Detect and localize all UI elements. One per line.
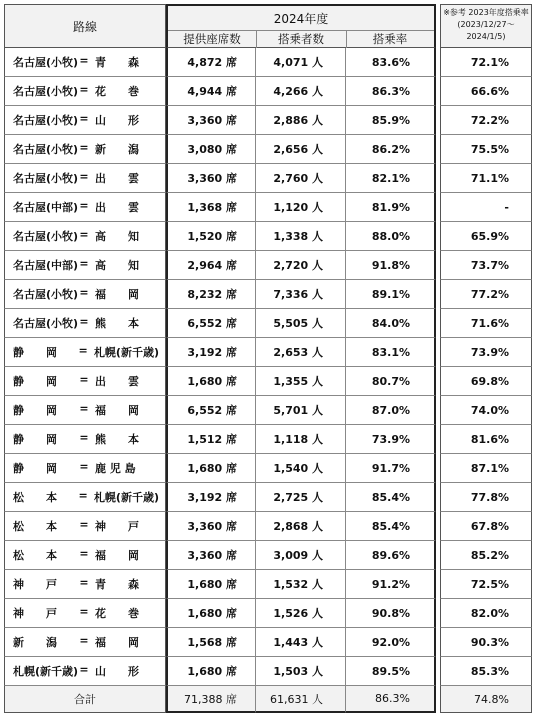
passengers-cell: 2,868 人 <box>256 512 346 541</box>
table-row <box>4 193 532 222</box>
route-separator: = <box>78 344 88 357</box>
rate-cell: 73.9% <box>346 425 436 454</box>
rate-header: 搭乗率 <box>372 32 408 46</box>
seats-cell: 1,512 席 <box>166 425 256 454</box>
passengers-cell: 3,009 人 <box>256 541 346 570</box>
table-row <box>4 135 532 164</box>
route-cell <box>4 251 166 280</box>
passengers-cell: 1,118 人 <box>256 425 346 454</box>
table-row <box>4 280 532 309</box>
route-separator: = <box>79 518 89 531</box>
route-separator: = <box>79 257 89 270</box>
seats-cell: 4,944 席 <box>166 77 256 106</box>
seats-cell: 1,680 席 <box>166 367 256 396</box>
origin-airport: 名古屋(小牧) <box>13 288 79 301</box>
passengers-cell: 2,725 人 <box>256 483 346 512</box>
origin-airport: 名古屋(中部) <box>13 201 79 214</box>
rate-cell: 80.7% <box>346 367 436 396</box>
rate-cell: 85.4% <box>346 483 436 512</box>
origin-airport: 名古屋(小牧) <box>13 317 79 330</box>
route-separator: = <box>79 634 89 647</box>
origin-airport: 静 岡 <box>13 462 57 475</box>
table-row <box>4 106 532 135</box>
destination-airport: 新 潟 <box>95 143 139 156</box>
table-row <box>4 599 532 628</box>
table-row <box>4 454 532 483</box>
route-separator: = <box>78 489 88 502</box>
table-row <box>4 367 532 396</box>
reference-rate-cell: 75.5% <box>440 135 532 164</box>
seats-cell: 3,360 席 <box>166 106 256 135</box>
passengers-cell: 1,503 人 <box>256 657 346 686</box>
table-row <box>4 309 532 338</box>
seats-cell: 1,520 席 <box>166 222 256 251</box>
route-cell <box>4 396 166 425</box>
seats-cell: 8,232 席 <box>166 280 256 309</box>
table-row <box>4 657 532 686</box>
fiscal-year-header <box>166 4 436 48</box>
route-header <box>4 4 166 48</box>
route-cell <box>4 48 166 77</box>
rate-cell: 82.1% <box>346 164 436 193</box>
table-row <box>4 483 532 512</box>
reference-header-line2: (2023/12/27～ <box>457 20 515 29</box>
destination-airport: 出 雲 <box>95 172 139 185</box>
table-row <box>4 338 532 367</box>
seats-cell: 3,192 席 <box>166 483 256 512</box>
reference-rate-cell: 81.6% <box>440 425 532 454</box>
table-row <box>4 396 532 425</box>
total-row <box>4 686 532 713</box>
seats-cell: 1,680 席 <box>166 454 256 483</box>
origin-airport: 名古屋(小牧) <box>13 85 79 98</box>
route-separator: = <box>79 547 89 560</box>
table-row <box>4 628 532 657</box>
route-separator: = <box>79 663 89 676</box>
seats-cell: 1,368 席 <box>166 193 256 222</box>
year-header-label: 2024年度 <box>168 6 434 31</box>
destination-airport: 札幌(新千歳) <box>93 346 159 359</box>
table-row <box>4 570 532 599</box>
destination-airport: 熊 本 <box>95 317 139 330</box>
destination-airport: 出 雲 <box>95 375 139 388</box>
route-separator: = <box>79 199 89 212</box>
passengers-cell: 5,701 人 <box>256 396 346 425</box>
route-cell <box>4 106 166 135</box>
passengers-cell: 7,336 人 <box>256 280 346 309</box>
passengers-cell: 5,505 人 <box>256 309 346 338</box>
route-cell <box>4 628 166 657</box>
route-separator: = <box>79 431 89 444</box>
rate-cell: 91.2% <box>346 570 436 599</box>
destination-airport: 花 巻 <box>95 85 139 98</box>
total-reference-rate: 74.8% <box>440 686 532 713</box>
total-passengers: 61,631 人 <box>256 686 346 713</box>
passengers-cell: 1,540 人 <box>256 454 346 483</box>
seats-cell: 3,360 席 <box>166 512 256 541</box>
reference-rate-cell: 72.2% <box>440 106 532 135</box>
reference-rate-cell: 66.6% <box>440 77 532 106</box>
route-cell <box>4 425 166 454</box>
rate-cell: 85.4% <box>346 512 436 541</box>
origin-airport: 静 岡 <box>13 375 57 388</box>
passengers-cell: 1,355 人 <box>256 367 346 396</box>
rate-cell: 89.6% <box>346 541 436 570</box>
route-cell <box>4 309 166 338</box>
route-separator: = <box>79 170 89 183</box>
rate-cell: 90.8% <box>346 599 436 628</box>
reference-rate-cell: 87.1% <box>440 454 532 483</box>
passengers-cell: 1,532 人 <box>256 570 346 599</box>
rate-cell: 89.1% <box>346 280 436 309</box>
origin-airport: 静 岡 <box>13 404 57 417</box>
origin-airport: 松 本 <box>13 520 57 533</box>
route-cell <box>4 512 166 541</box>
route-separator: = <box>79 228 89 241</box>
seats-cell: 3,360 席 <box>166 164 256 193</box>
reference-header-line1: ※参考 2023年度搭乗率 <box>443 8 529 17</box>
passengers-header: 搭乗者数 <box>256 30 347 48</box>
reference-rate-cell: 90.3% <box>440 628 532 657</box>
destination-airport: 福 岡 <box>95 288 139 301</box>
destination-airport: 青 森 <box>95 578 139 591</box>
destination-airport: 出 雲 <box>95 201 139 214</box>
destination-airport: 福 岡 <box>95 549 139 562</box>
destination-airport: 神 戸 <box>95 520 139 533</box>
route-cell <box>4 367 166 396</box>
reference-rate-cell: 72.5% <box>440 570 532 599</box>
route-separator: = <box>79 141 89 154</box>
rate-cell: 89.5% <box>346 657 436 686</box>
total-rate: 86.3% <box>346 686 436 713</box>
rate-cell: 81.9% <box>346 193 436 222</box>
route-separator: = <box>79 605 89 618</box>
seats-cell: 1,680 席 <box>166 570 256 599</box>
reference-rate-cell: 74.0% <box>440 396 532 425</box>
passengers-cell: 1,120 人 <box>256 193 346 222</box>
passengers-cell: 2,886 人 <box>256 106 346 135</box>
route-cell <box>4 164 166 193</box>
origin-airport: 名古屋(小牧) <box>13 56 79 69</box>
route-separator: = <box>79 286 89 299</box>
route-separator: = <box>79 54 89 67</box>
route-cell <box>4 570 166 599</box>
reference-header-line3: 2024/1/5) <box>466 32 506 41</box>
route-separator: = <box>79 373 89 386</box>
route-cell <box>4 135 166 164</box>
origin-airport: 松 本 <box>13 491 57 504</box>
origin-airport: 静 岡 <box>13 433 57 446</box>
destination-airport: 高 知 <box>95 230 139 243</box>
destination-airport: 札幌(新千歳) <box>93 491 159 504</box>
reference-rate-cell: 71.6% <box>440 309 532 338</box>
route-separator: = <box>79 315 89 328</box>
seats-cell: 2,964 席 <box>166 251 256 280</box>
seats-cell: 3,360 席 <box>166 541 256 570</box>
seats-header: 提供座席数 <box>168 30 257 48</box>
total-seats: 71,388 席 <box>166 686 256 713</box>
origin-airport: 名古屋(中部) <box>13 259 79 272</box>
route-cell <box>4 338 166 367</box>
rate-cell: 87.0% <box>346 396 436 425</box>
passengers-cell: 1,338 人 <box>256 222 346 251</box>
destination-airport: 福 岡 <box>95 404 139 417</box>
reference-rate-cell: 71.1% <box>440 164 532 193</box>
route-cell <box>4 599 166 628</box>
route-separator: = <box>79 460 89 473</box>
reference-rate-cell: 85.2% <box>440 541 532 570</box>
seats-cell: 6,552 席 <box>166 309 256 338</box>
table-body <box>4 48 532 713</box>
passengers-cell: 2,656 人 <box>256 135 346 164</box>
passengers-cell: 2,720 人 <box>256 251 346 280</box>
reference-rate-cell: 77.2% <box>440 280 532 309</box>
destination-airport: 青 森 <box>95 56 139 69</box>
route-cell <box>4 483 166 512</box>
rate-cell: 91.7% <box>346 454 436 483</box>
origin-airport: 静 岡 <box>13 346 57 359</box>
passengers-cell: 4,266 人 <box>256 77 346 106</box>
seats-cell: 1,680 席 <box>166 599 256 628</box>
route-cell <box>4 222 166 251</box>
destination-airport: 花 巻 <box>95 607 139 620</box>
route-header-label: 路線 <box>72 19 97 34</box>
origin-airport: 札幌(新千歳) <box>13 665 79 678</box>
table-row <box>4 77 532 106</box>
destination-airport: 高 知 <box>95 259 139 272</box>
rate-cell: 83.1% <box>346 338 436 367</box>
route-cell <box>4 657 166 686</box>
reference-rate-cell: 67.8% <box>440 512 532 541</box>
route-cell <box>4 454 166 483</box>
origin-airport: 神 戸 <box>13 578 57 591</box>
rate-cell: 86.3% <box>346 77 436 106</box>
route-separator: = <box>79 83 89 96</box>
seats-cell: 6,552 席 <box>166 396 256 425</box>
passengers-cell: 4,071 人 <box>256 48 346 77</box>
route-separator: = <box>79 112 89 125</box>
origin-airport: 神 戸 <box>13 607 57 620</box>
seats-cell: 1,568 席 <box>166 628 256 657</box>
table-row <box>4 512 532 541</box>
origin-airport: 名古屋(小牧) <box>13 230 79 243</box>
origin-airport: 名古屋(小牧) <box>13 143 79 156</box>
rate-cell: 88.0% <box>346 222 436 251</box>
total-label: 合計 <box>4 686 166 713</box>
origin-airport: 名古屋(小牧) <box>13 172 79 185</box>
reference-rate-cell: 73.9% <box>440 338 532 367</box>
reference-rate-cell: 72.1% <box>440 48 532 77</box>
reference-rate-cell: 77.8% <box>440 483 532 512</box>
table-row <box>4 48 532 77</box>
passengers-cell: 2,760 人 <box>256 164 346 193</box>
table-row <box>4 541 532 570</box>
destination-airport: 山 形 <box>95 665 139 678</box>
rate-cell: 85.9% <box>346 106 436 135</box>
seats-cell: 1,680 席 <box>166 657 256 686</box>
route-separator: = <box>79 402 89 415</box>
seats-cell: 3,080 席 <box>166 135 256 164</box>
seats-cell: 3,192 席 <box>166 338 256 367</box>
destination-airport: 熊 本 <box>95 433 139 446</box>
rate-cell: 92.0% <box>346 628 436 657</box>
table-row <box>4 251 532 280</box>
origin-airport: 新 潟 <box>13 636 57 649</box>
table-row <box>4 222 532 251</box>
route-cell <box>4 77 166 106</box>
origin-airport: 松 本 <box>13 549 57 562</box>
route-cell <box>4 280 166 309</box>
reference-rate-cell: 69.8% <box>440 367 532 396</box>
reference-header <box>440 4 532 48</box>
passengers-cell: 2,653 人 <box>256 338 346 367</box>
reference-rate-cell: 65.9% <box>440 222 532 251</box>
route-cell <box>4 193 166 222</box>
passengers-cell: 1,443 人 <box>256 628 346 657</box>
route-separator: = <box>79 576 89 589</box>
rate-cell: 84.0% <box>346 309 436 338</box>
rate-cell: 86.2% <box>346 135 436 164</box>
destination-airport: 鹿 児 島 <box>95 462 136 475</box>
reference-rate-cell: 73.7% <box>440 251 532 280</box>
reference-rate-cell: 85.3% <box>440 657 532 686</box>
rate-cell: 83.6% <box>346 48 436 77</box>
seats-cell: 4,872 席 <box>166 48 256 77</box>
reference-rate-cell: - <box>440 193 532 222</box>
destination-airport: 山 形 <box>95 114 139 127</box>
route-cell <box>4 541 166 570</box>
origin-airport: 名古屋(小牧) <box>13 114 79 127</box>
load-factor-table <box>4 4 532 713</box>
rate-cell: 91.8% <box>346 251 436 280</box>
destination-airport: 福 岡 <box>95 636 139 649</box>
table-row <box>4 164 532 193</box>
table-row <box>4 425 532 454</box>
passengers-cell: 1,526 人 <box>256 599 346 628</box>
reference-rate-cell: 82.0% <box>440 599 532 628</box>
